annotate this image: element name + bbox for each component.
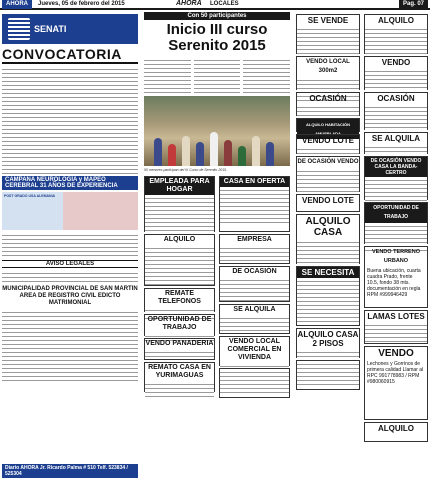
ad-alquilo-bottom — [364, 422, 428, 442]
ad-title: REMATO CASA EN YURIMAGUAS — [148, 364, 211, 379]
ad-title: OPORTUNIDAD DE TRABAJO — [147, 316, 212, 331]
story-column — [194, 57, 241, 93]
ad-vendo-lote-2 — [296, 194, 360, 212]
ad-title: VENDO LOTE — [301, 136, 354, 145]
ad-vendo-local-300 — [296, 56, 360, 90]
ad-title: VENDO LOCAL 300m2 — [306, 59, 350, 74]
senati-logo-icon — [8, 18, 30, 40]
ad-title: ALQUILO CASA — [305, 216, 351, 238]
ad-title: DE OCASIÓN VENDO CASA LA BANDA-CERTRO — [365, 157, 427, 177]
senati-banner — [2, 14, 138, 44]
ad-vendo-local — [219, 336, 290, 366]
ad-vendo-lote — [296, 134, 360, 154]
ad-casa-oferta — [219, 176, 290, 232]
ad-se-necesita — [296, 266, 360, 326]
ad-lamas-lotes — [364, 310, 428, 344]
ad-title: LAMAS LOTES — [367, 312, 425, 321]
ad-title: REMATE TELEFONOS — [158, 290, 201, 305]
ad-oportunidad-trabajo — [364, 202, 428, 244]
ad-vendo-terreno — [364, 246, 428, 308]
ad-title: VENDO PANADERIA — [145, 340, 214, 347]
ad-vendo — [364, 56, 428, 90]
ad-title: ALQUILO HABITACIÓN AMUEBLADA — [297, 119, 359, 139]
ad-ocasion — [219, 266, 290, 302]
ad-alquilo-2-pisos — [296, 328, 360, 358]
story-headline: Inicio III curso Serenito 2015 — [166, 21, 268, 54]
ad-title: VENDO — [381, 58, 411, 67]
ad-se-alquila — [364, 132, 428, 154]
ad-title: EMPLEADA PARA HOGAR — [145, 177, 214, 195]
ad-panaderia — [144, 338, 215, 360]
ad-text: Buena ubicación, cuarta cuadra Prado, frente 10.5, fondo 38 mts. documentación en regla RPM #999946429 — [367, 268, 421, 298]
section-name: LOCALES — [210, 1, 239, 7]
ad-oportunidad — [144, 314, 215, 336]
ad-ocasion-casa — [364, 156, 428, 200]
ad-title: ALQUILO — [163, 236, 196, 243]
ad-title: OPORTUNIDAD DE TRABAJO — [365, 203, 427, 223]
ad-text: Lechones y Gorrinos de primera calidad Llamar al RPC 991778983 / RPM #980060915 — [367, 361, 424, 385]
campana-title: CAMPAÑA NEUROLOGÍA y MAPEO CEREBRAL 31 AÑOS DE EXPERIENCIA — [2, 176, 138, 190]
senati-logo-text: SENATI — [34, 24, 67, 34]
ahora-logo: AHORA — [2, 0, 32, 9]
ad-empleada — [144, 176, 215, 232]
ad-contact-block — [219, 368, 290, 398]
edicto-body — [2, 309, 138, 381]
ad-title: OCASIÓN — [377, 94, 415, 103]
avisos-body — [2, 270, 138, 284]
ad-alquilo-habitacion — [296, 118, 360, 136]
ad-title: SE ALQUILA — [371, 134, 421, 143]
ad-title: VENDO LOTE — [301, 196, 354, 205]
campana-body — [2, 232, 138, 258]
page-header — [0, 0, 430, 10]
ad-ocasion-vendo — [296, 156, 360, 192]
brand-name: AHORA — [176, 0, 202, 7]
ad-title: VENDO TERRENO URBANO — [372, 249, 420, 264]
ad-title: OCASIÓN — [309, 94, 347, 103]
ad-title: VENDO LOCAL COMERCIAL EN VIVIENDA — [227, 338, 282, 361]
ad-contact — [296, 360, 360, 390]
ad-title: CASA EN OFERTA — [220, 177, 289, 187]
ad-title: ALQUILO — [378, 16, 414, 25]
ad-remato-casa — [144, 362, 215, 392]
ad-title: ALQUILO CASA 2 PISOS — [297, 330, 359, 348]
ad-title: EMPRESA — [237, 236, 272, 243]
ad-alquilo-top — [364, 14, 428, 54]
ad-vendo-lechones — [364, 346, 428, 420]
convocatoria-body — [2, 66, 138, 174]
ad-title: SE NECESITA — [297, 267, 359, 278]
ad-remate-telefonos — [144, 288, 215, 312]
ad-alquilo-casa — [296, 214, 360, 264]
campana-ad-image — [2, 192, 138, 230]
ad-title: SE ALQUILA — [233, 306, 276, 313]
ad-se-alquila — [219, 304, 290, 334]
story-tag: Con 50 participantes — [144, 12, 290, 20]
ad-se-vende — [296, 14, 360, 54]
convocatoria-title: CONVOCATORIA — [2, 46, 138, 64]
municipalidad-title: MUNICIPALIDAD PROVINCIAL DE SAN MARTIN AREA DE REGISTRO CIVIL EDICTO MATRIMONIAL — [2, 286, 138, 306]
ad-title: ALQUILO — [378, 424, 414, 433]
column-right — [294, 12, 430, 480]
ad-title: DE OCASIÓN VENDO — [297, 159, 359, 165]
story-body — [144, 57, 290, 93]
story-photo — [144, 96, 290, 166]
avisos-title: AVISO LEGALES — [2, 260, 138, 268]
photo-caption: 50 menores participan del III Curso de Serenito 2015. — [144, 168, 228, 172]
ad-empresa — [219, 234, 290, 264]
ad-ocasion — [296, 92, 360, 116]
campana-label: POST GRADO USA ALEMANIA — [4, 194, 56, 198]
column-left — [0, 12, 140, 480]
ad-title: VENDO — [378, 348, 414, 359]
ad-title: SE VENDE — [307, 16, 349, 25]
issue-date: Jueves, 05 de febrero del 2015 — [38, 1, 125, 7]
ad-title: DE OCASIÓN — [232, 268, 277, 275]
story-column — [243, 57, 290, 93]
ad-ocasion-2 — [364, 92, 428, 130]
column-center — [142, 12, 292, 480]
diario-footer: Diario AHORA Jr. Ricardo Palma # 510 Telf. 523834 / 525304 — [2, 464, 138, 478]
story-column — [144, 57, 191, 93]
page-number: Pag. 07 — [399, 0, 428, 9]
ad-alquilo — [144, 234, 215, 286]
